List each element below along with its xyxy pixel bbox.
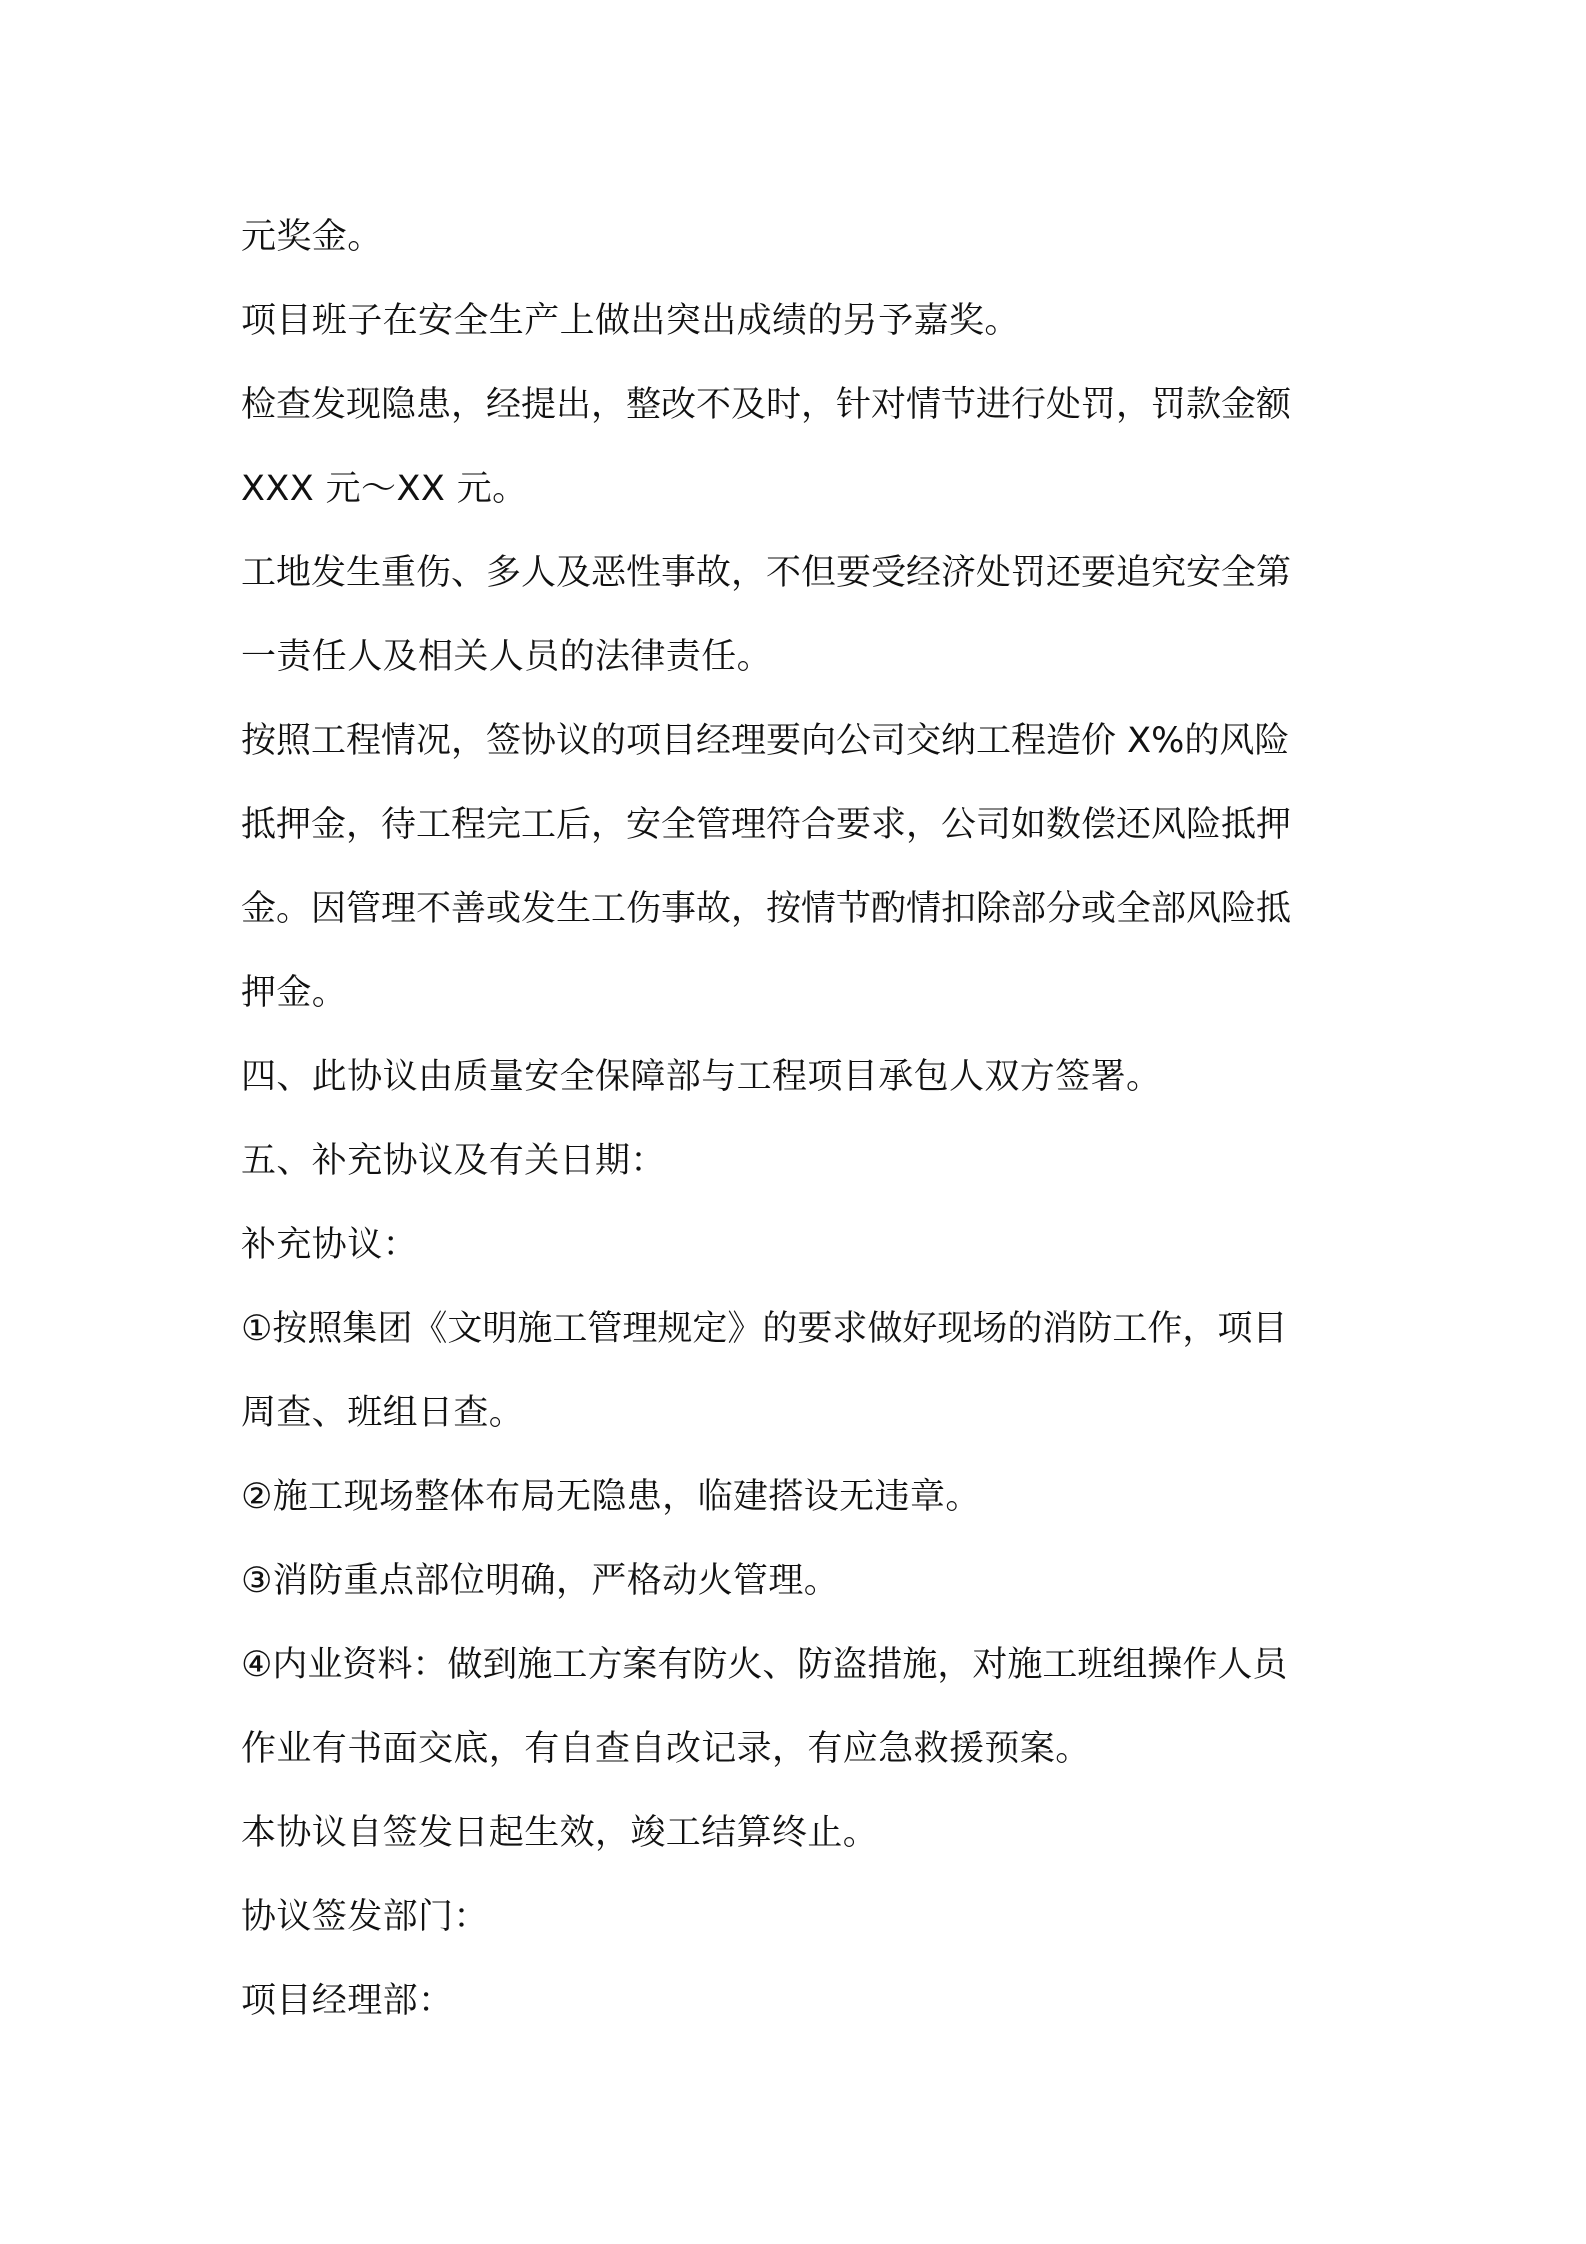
text-line-item-3: ③消防重点部位明确，严格动火管理。 bbox=[241, 1561, 840, 1601]
text-line-deposit-4: 押金。 bbox=[241, 973, 348, 1013]
text-line-bonus-end: 元奖金。 bbox=[241, 217, 383, 257]
text-line-deposit-3: 金。因管理不善或发生工伤事故，按情节酌情扣除部分或全部风险抵 bbox=[241, 889, 1292, 929]
text-line-responsibility: 一责任人及相关人员的法律责任。 bbox=[241, 637, 773, 677]
text-line-signing: 四、此协议由质量安全保障部与工程项目承包人双方签署。 bbox=[241, 1057, 1162, 1097]
text-line-item-1: ①按照集团《文明施工管理规定》的要求做好现场的消防工作，项目 bbox=[241, 1309, 1288, 1349]
text-line-penalty: 检查发现隐患，经提出，整改不及时，针对情节进行处罚，罚款金额 bbox=[241, 385, 1292, 425]
text-line-team-reward: 项目班子在安全生产上做出突出成绩的另予嘉奖。 bbox=[241, 301, 1020, 341]
text-line-item-4-cont: 作业有书面交底，有自查自改记录，有应急救援预案。 bbox=[241, 1729, 1091, 1769]
text-line-item-4: ④内业资料：做到施工方案有防火、防盗措施，对施工班组操作人员 bbox=[241, 1645, 1288, 1685]
text-line-item-2: ②施工现场整体布局无隐患，临建搭设无违章。 bbox=[241, 1477, 981, 1517]
text-line-penalty-amount: XXX 元～XX 元。 bbox=[241, 469, 528, 509]
text-line-item-1-cont: 周查、班组日查。 bbox=[241, 1393, 525, 1433]
text-line-issuing-dept: 协议签发部门： bbox=[241, 1897, 489, 1937]
text-line-deposit-2: 抵押金，待工程完工后，安全管理符合要求，公司如数偿还风险抵押 bbox=[241, 805, 1292, 845]
text-line-accident: 工地发生重伤、多人及恶性事故，不但要受经济处罚还要追究安全第 bbox=[241, 553, 1292, 593]
text-line-supplement-label: 补充协议： bbox=[241, 1225, 419, 1265]
text-line-supplement-heading: 五、补充协议及有关日期： bbox=[241, 1141, 666, 1181]
text-line-deposit-1: 按照工程情况，签协议的项目经理要向公司交纳工程造价 X%的风险 bbox=[241, 721, 1290, 761]
text-line-effective: 本协议自签发日起生效，竣工结算终止。 bbox=[241, 1813, 879, 1853]
text-line-project-dept: 项目经理部： bbox=[241, 1981, 454, 2021]
document-body bbox=[241, 195, 1361, 2043]
